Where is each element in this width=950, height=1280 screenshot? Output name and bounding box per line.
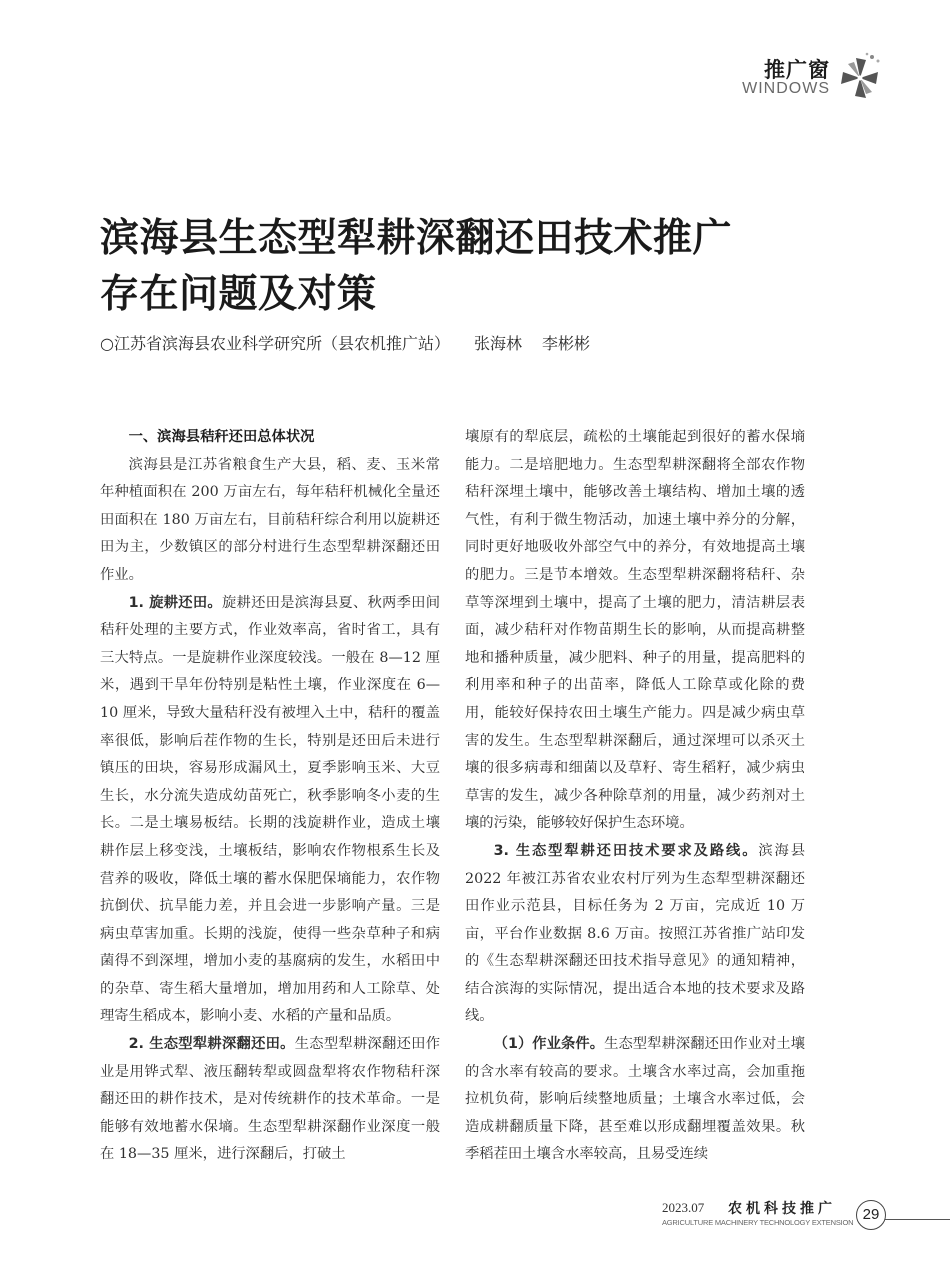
paragraph: 壤原有的犁底层，疏松的土壤能起到很好的蓄水保墒能力。二是培肥地力。生态型犁耕深翻将全部农作物秸秆深埋土壤中，能够改善土壤结构、增加土壤的透气性，有利于微生物活动，加速土壤中养分的分解，同时更好地吸收外部空气中的养分，有效地提高土壤的肥力。三是节本增效。生态型犁耕深翻将秸秆、杂草等深埋到土壤中，提高了土壤的肥力，清洁耕层表面，减少秸秆对作物苗期生长的影响，从而提高耕整地和播种质量，减少肥料、种子的用量，提高肥料的利用率和种子的出苗率，降低人工除草或化除的费用，能较好保持农田土壤生产能力。四是减少病虫草害的发生。生态型犁耕深翻后，通过深埋可以杀灭土壤的很多病毒和细菌以及草籽、寄生稻籽，减少病虫草害的发生，减少各种除草剂的用量，减少药剂对土壤的污染，能够较好保护生态环境。 (465, 429, 805, 832)
page-number: 29 (856, 1200, 886, 1230)
paragraph-lead: 1. 旋耕还田。 (128, 594, 222, 611)
paragraph (465, 838, 805, 1031)
author-names (474, 334, 590, 353)
page-footer (0, 1196, 950, 1236)
paragraph (465, 1031, 805, 1169)
article-title-line-2: 存在问题及对策 (100, 271, 377, 317)
paragraph (100, 1031, 440, 1169)
article-title-line-1: 滨海县生态型犁耕深翻还田技术推广 (100, 215, 733, 261)
paragraph (100, 590, 440, 1032)
author-affiliation: ○江苏省滨海县农业科学研究所（县农机推广站） (100, 334, 450, 353)
article-title (100, 210, 860, 322)
author-line (100, 331, 860, 354)
paragraph-text: 生态型犁耕深翻还田作业是用铧式犁、液压翻转犁或圆盘犁将农作物秸秆深翻还田的耕作技术，是对传统耕作的技术革命。一是能够有效地蓄水保墒。生态型犁耕深翻作业深度一般在 18—35 厘米，进行深翻后，打破土 (100, 1036, 441, 1163)
section-badge (706, 50, 886, 106)
magazine-name: 农机科技推广 (728, 1201, 836, 1217)
paragraph-lead: 2. 生态型犁耕深翻还田。 (128, 1036, 295, 1053)
issue-date: 2023.07 (662, 1200, 705, 1215)
paragraph-text: 滨海县 2022 年被江苏省农业农村厅列为生态犁型耕深翻还田作业示范县，目标任务为 2 万亩，完成近 10 万亩，平台作业数据 8.6 万亩。按照江苏省推广站印发的《生态犁耕深翻还田技术指导意见》的通知精神，结合滨海的实际情况，提出适合本地的技术要求及路线。 (465, 842, 806, 1025)
section-badge-title: 推广窗 (764, 58, 830, 82)
paragraph-text: 生态型犁耕深翻还田作业对土壤的含水率有较高的要求。土壤含水率过高，会加重拖拉机负荷，影响后续整地质量；土壤含水率过低，会造成耕翻质量下降，甚至难以形成翻埋覆盖效果。秋季稻茬田土壤含水率较高，且易受连续 (465, 1036, 806, 1163)
paragraph: 滨海县是江苏省粮食生产大县，稻、麦、玉米常年种植面积在 200 万亩左右，每年秸秆机械化全量还田面积在 180 万亩左右，目前秸秆综合利用以旋耕还田为主，少数镇区的部分村进行生态型犁耕深翻还田作业。 (100, 456, 440, 583)
paragraph-lead: 3. 生态型犁耕还田技术要求及路线。 (493, 842, 759, 859)
paragraph-lead: （1）作业条件。 (493, 1036, 605, 1053)
left-column (100, 424, 440, 1169)
author-name-2: 李彬彬 (541, 334, 590, 353)
paragraph-text: 旋耕还田是滨海县夏、秋两季田间秸秆处理的主要方式，作业效率高，省时省工，具有三大特点。一是旋耕作业深度较浅。一般在 8—12 厘米，遇到干旱年份特别是粘性土壤，作业深度在 6—10 厘米，导致大量秸秆没有被埋入土中，秸秆的覆盖率很低，影响后茬作物的生长，特别是还田后未进行镇压的田块，容易形成漏风土，夏季影响玉米、大豆生长，水分流失造成幼苗死亡，秋季影响冬小麦的生长。二是土壤易板结。长期的浅旋耕作业，造成土壤耕作层上移变浅，土壤板结，影响农作物根系生长及营养的吸收，降低土壤的蓄水保肥保墒能力，农作物抗倒伏、抗旱能力差，并且会进一步影响产量。三是病虫草害加重。长期的浅旋，使得一些杂草种子和病菌得不到深埋，增加小麦的基腐病的发生，水稻田中的杂草、寄生稻大量增加，增加用药和人工除草、处理寄生稻成本，影响小麦、水稻的产量和品质。 (100, 594, 440, 1025)
author-name-1: 张海林 (473, 334, 522, 353)
right-column (465, 424, 805, 1169)
pinwheel-logo-icon (834, 50, 886, 102)
section-badge-subtitle: WINDOWS (742, 80, 830, 97)
footer-rule (884, 1219, 950, 1220)
section-heading-1: 一、滨海县秸秆还田总体状况 (128, 429, 315, 445)
magazine-name-english: AGRICULTURE MACHINERY TECHNOLOGY EXTENSION (662, 1218, 854, 1227)
